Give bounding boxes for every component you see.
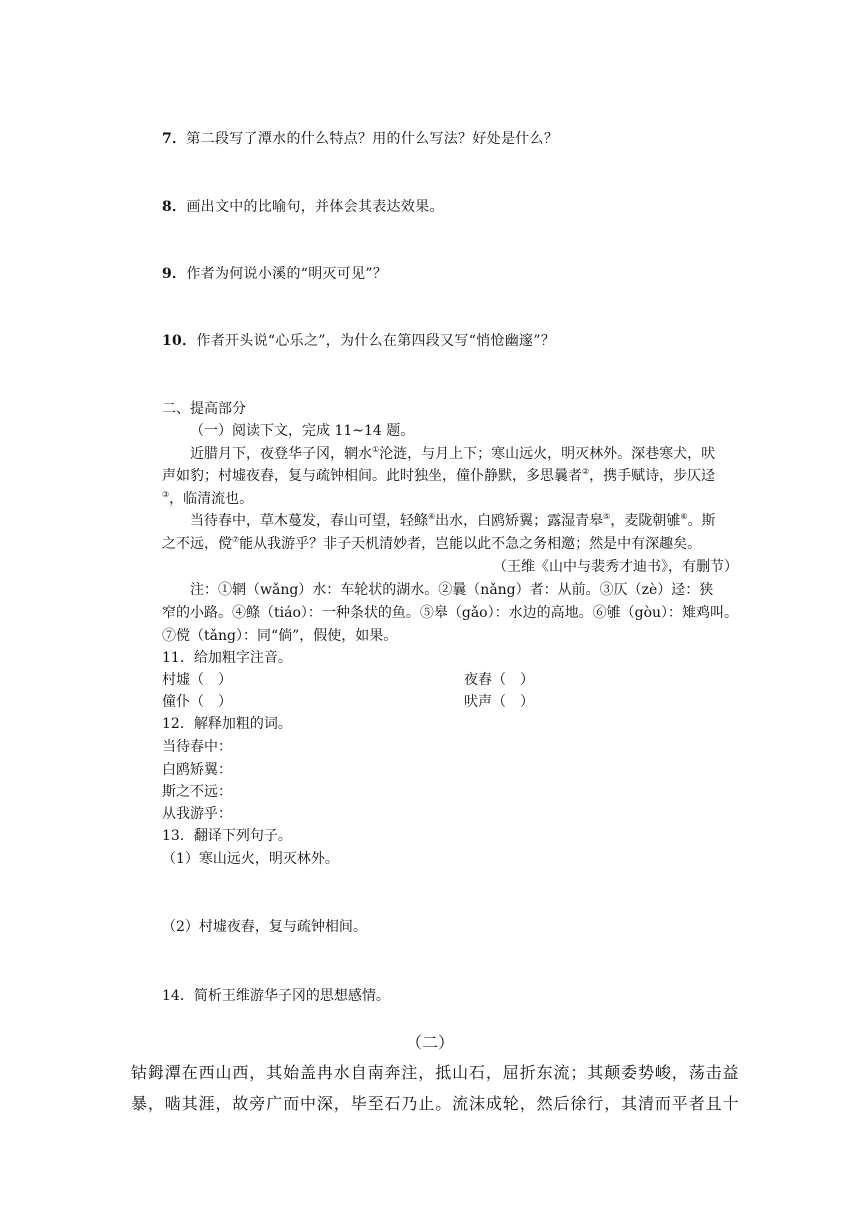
question-text: 画出文中的比喻句，并体会其表达效果。 (186, 199, 444, 215)
pinyin-item: 夜舂（ ） (464, 672, 534, 688)
question-text: 第二段写了潭水的什么特点？用的什么写法？好处是什么？ (186, 131, 559, 147)
section-subheading: （一）阅读下文，完成 11~14 题。 (190, 423, 415, 439)
passage-text: ，携手赋诗，步仄迳 (589, 468, 716, 484)
passage-text: 近腊月下，夜登华子冈，辋水 (190, 446, 372, 462)
footnote-marker: ⑥ (680, 512, 688, 521)
question-text: 作者开头说“心乐之”，为什么在第四段又写“悄怆幽邃”？ (196, 333, 556, 349)
pinyin-item: 吠声（ ） (464, 694, 534, 710)
passage-line (162, 488, 253, 511)
footnote-marker: ③ (162, 490, 170, 499)
passage-text: ，临清流也。 (169, 491, 254, 507)
passage-line (162, 533, 701, 556)
footnote-marker: ⑦ (232, 535, 240, 544)
passage-line (190, 510, 716, 533)
question-11-title: 11．给加粗字注音。 (162, 650, 292, 666)
passage-text: 声如豹；村墟夜舂，复与疏钟相间。此时独坐，僮仆静默，多思曩者 (162, 468, 582, 484)
question-12-title: 12．解释加粗的词。 (162, 716, 292, 732)
question-7 (162, 128, 558, 148)
notes-line: 注：①辋（wǎng）水：车轮状的湖水。②曩（nǎng）者：从前。③仄（zè）迳：狭 (190, 582, 714, 598)
passage-text: 出水，白鸥矫翼；露湿青皋 (435, 513, 604, 529)
translation-item: （2）村墟夜舂，复与疏钟相间。 (162, 919, 367, 935)
passage-text: 。斯 (687, 513, 716, 529)
question-10 (162, 330, 555, 350)
part2-line: 钴鉧潭在西山西，其始盖冉水自南奔注，抵山石，屈折东流；其颠委势峻，荡击益 (131, 1063, 740, 1082)
notes-line: 窄的小路。④鲦（tiáo）：一种条状的鱼。⑤皋（gǎo）：水边的高地。⑥雊（gòu）：雉鸡叫。 (162, 605, 739, 621)
part2-line: 暴，啮其涯，故旁广而中深，毕至石乃止。流沫成轮，然后徐行，其清而平者且十 (131, 1094, 740, 1113)
question-8 (162, 196, 444, 216)
passage-text: 当待春中，草木蔓发，春山可望，轻鲦 (190, 513, 428, 529)
definition-item: 从我游乎： (162, 806, 232, 822)
question-14-title: 14．简析王维游华子冈的思想感情。 (162, 988, 390, 1004)
passage-line (190, 443, 715, 466)
footnote-marker: ④ (428, 512, 436, 521)
passage-text: 能从我游乎？非子天机清妙者，岂能以此不急之务相邀；然是中有深趣矣。 (239, 536, 702, 552)
question-number: 9． (162, 266, 187, 282)
question-number: 8． (162, 199, 187, 215)
question-text: 作者为何说小溪的“明灭可见”？ (186, 266, 388, 282)
passage-line (162, 465, 715, 488)
part2-heading: （二） (405, 1033, 454, 1052)
question-number: 7． (162, 131, 187, 147)
passage-text: 之不远，傥 (162, 536, 232, 552)
footnote-marker: ② (582, 467, 590, 476)
translation-item: （1）寒山远火，明灭林外。 (162, 851, 339, 867)
pinyin-item: 村墟（ ） (162, 672, 232, 688)
passage-text: 沦涟，与月上下；寒山远火，明灭林外。深巷寒犬，吠 (379, 446, 716, 462)
notes-line: ⑦傥（tǎng）：同“倘”，假使，如果。 (162, 628, 398, 644)
footnote-marker: ⑤ (603, 512, 611, 521)
definition-item: 白鸥矫翼： (162, 762, 232, 778)
passage-text: ，麦陇朝雊 (610, 513, 681, 529)
definition-item: 斯之不远： (162, 784, 232, 800)
question-number: 10． (162, 333, 197, 349)
definition-item: 当待春中： (162, 739, 232, 755)
section-heading: 二、提高部分 (162, 401, 246, 417)
footnote-marker: ① (372, 445, 380, 454)
question-9 (162, 263, 387, 283)
passage-source: （王维《山中与裴秀才迪书》，有删节） (493, 559, 738, 575)
pinyin-item: 僮仆（ ） (162, 694, 232, 710)
question-13-title: 13．翻译下列句子。 (162, 828, 292, 844)
